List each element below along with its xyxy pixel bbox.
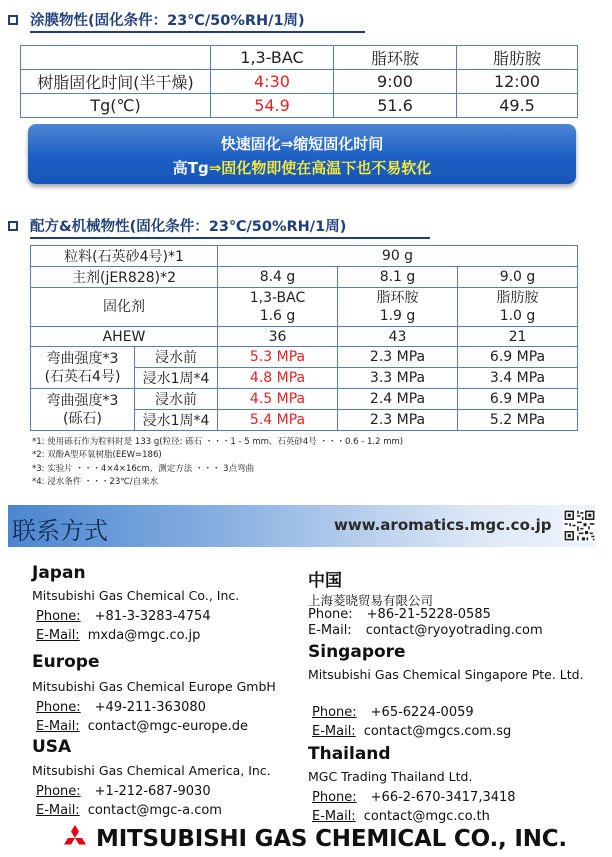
table1-cell: 49.5 xyxy=(457,94,578,118)
curing-agent-amount: 1.9 g xyxy=(379,308,416,324)
table1-header-empty xyxy=(21,46,211,70)
table1-cell: 54.9 xyxy=(211,94,334,118)
before-immersion-label: 浸水前 xyxy=(135,389,218,410)
banner-line2-suffix: ⇒固化物即使在高温下也不易软化 xyxy=(208,159,432,177)
email-address[interactable]: contact@mgcs.com.sg xyxy=(363,724,512,739)
highlight-banner xyxy=(28,124,576,184)
company-singapore: Mitsubishi Gas Chemical Singapore Pte. Ltd. xyxy=(308,667,584,682)
company-footer xyxy=(60,825,567,852)
phone-label: Phone: xyxy=(36,609,81,624)
region-thailand: Thailand xyxy=(308,744,391,764)
after-immersion-label: 浸水1周*4 xyxy=(135,410,218,431)
website-link[interactable]: www.aromatics.mgc.co.jp xyxy=(334,516,552,534)
phone-row-japan xyxy=(36,609,211,624)
phone-number[interactable]: +86-21-5228-0585 xyxy=(366,607,491,622)
after-immersion-label: 浸水1周*4 xyxy=(135,368,218,389)
formulation-table xyxy=(30,245,578,431)
phone-label: Phone: xyxy=(308,607,353,622)
flex-strength-quartz-label xyxy=(31,347,135,389)
cure-properties-table xyxy=(20,45,578,118)
email-label: E-Mail: xyxy=(312,809,356,824)
phone-number[interactable]: +66-2-670-3417,3418 xyxy=(370,790,516,805)
phone-number[interactable]: +65-6224-0059 xyxy=(370,705,474,720)
region-usa: USA xyxy=(32,737,72,757)
region-japan: Japan xyxy=(32,563,86,583)
flex-value: 5.4 MPa xyxy=(218,410,338,431)
ahew-label: AHEW xyxy=(31,327,218,347)
footnote: *2: 双酚A型环氧树脂(EEW=186) xyxy=(32,450,162,461)
section1-underline xyxy=(30,31,365,33)
flex-value: 6.9 MPa xyxy=(458,347,578,368)
main-agent-value: 8.1 g xyxy=(338,267,458,288)
curing-agent-name: 1,3-BAC xyxy=(249,290,306,306)
email-row-singapore xyxy=(312,724,511,739)
filler-label: 粒料(石英砂4号)*1 xyxy=(31,246,218,267)
table1-header: 脂肪胺 xyxy=(457,46,578,70)
table1-row-label: 树脂固化时间(半干燥) xyxy=(21,70,211,94)
email-row-usa xyxy=(36,803,222,818)
company-china: 上海菱晓贸易有限公司 xyxy=(308,593,434,608)
ahew-value: 36 xyxy=(218,327,338,347)
section2-heading xyxy=(8,215,346,236)
table1-header: 脂环胺 xyxy=(334,46,457,70)
ahew-value: 21 xyxy=(458,327,578,347)
phone-row-europe xyxy=(36,700,206,715)
banner-line2 xyxy=(28,157,576,178)
contact-title: 联系方式 xyxy=(12,517,108,545)
phone-row-thailand xyxy=(312,790,516,805)
flex-strength-sub: (砾石) xyxy=(63,410,102,427)
curing-agent-amount: 1.6 g xyxy=(259,308,296,324)
email-row-europe xyxy=(36,719,248,734)
curing-agent-name: 脂肪胺 xyxy=(496,290,539,306)
section1-title: 涂膜物性(固化条件：23℃/50%RH/1周) xyxy=(30,13,305,29)
region-singapore: Singapore xyxy=(308,642,406,662)
main-agent-label: 主剂(jER828)*2 xyxy=(31,267,218,288)
table1-cell: 12:00 xyxy=(457,70,578,94)
flex-strength-label: 弯曲强度*3 xyxy=(46,392,119,409)
email-address[interactable]: contact@mgc.co.th xyxy=(363,809,490,824)
company-europe: Mitsubishi Gas Chemical Europe GmbH xyxy=(32,679,276,694)
email-row-japan xyxy=(36,628,200,643)
footnote: *1: 使用砾石作为粒料时是 133 g(粒径: 砾石 ・・・1 - 5 mm、石英砂4号 ・・・0.6 - 1.2 mm) xyxy=(32,437,404,447)
phone-label: Phone: xyxy=(36,700,81,715)
flex-value: 4.8 MPa xyxy=(218,368,338,389)
section2-title: 配方&机械物性(固化条件：23℃/50%RH/1周) xyxy=(30,219,347,235)
phone-row-singapore xyxy=(312,705,474,720)
phone-label: Phone: xyxy=(312,790,357,805)
email-row-china xyxy=(308,623,543,638)
footnote: *3: 实验片 ・・・4×4×16cm、测定方法 ・・・ 3点弯曲 xyxy=(32,463,255,474)
table1-header: 1,3-BAC xyxy=(211,46,334,70)
flex-strength-label: 弯曲强度*3 xyxy=(46,350,119,367)
section1-heading xyxy=(8,9,305,30)
phone-label: Phone: xyxy=(36,784,81,799)
contact-bar xyxy=(8,505,596,547)
section2-underline xyxy=(30,237,430,239)
flex-value: 2.3 MPa xyxy=(338,347,458,368)
company-japan: Mitsubishi Gas Chemical Co., Inc. xyxy=(32,588,240,603)
region-china: 中国 xyxy=(308,571,342,591)
section-square-icon xyxy=(8,15,18,25)
email-label: E-Mail: xyxy=(36,803,80,818)
curing-agent-cell xyxy=(338,288,458,327)
phone-number[interactable]: +81-3-3283-4754 xyxy=(94,609,211,624)
email-label: E-Mail: xyxy=(312,724,356,739)
phone-label: Phone: xyxy=(312,705,357,720)
footnotes xyxy=(32,436,403,490)
flex-value: 6.9 MPa xyxy=(458,389,578,410)
ahew-value: 43 xyxy=(338,327,458,347)
curing-agent-name: 脂环胺 xyxy=(376,290,419,306)
phone-number[interactable]: +1-212-687-9030 xyxy=(94,784,211,799)
flex-value: 4.5 MPa xyxy=(218,389,338,410)
phone-row-china xyxy=(308,607,491,622)
filler-value: 90 g xyxy=(218,246,578,267)
email-address[interactable]: contact@mgc-europe.de xyxy=(87,719,248,734)
email-label: E-Mail: xyxy=(36,628,80,643)
curing-agent-label: 固化剂 xyxy=(31,288,218,327)
flex-value: 2.3 MPa xyxy=(338,410,458,431)
table1-cell: 4:30 xyxy=(211,70,334,94)
flex-value: 3.3 MPa xyxy=(338,368,458,389)
flex-value: 5.2 MPa xyxy=(458,410,578,431)
company-thailand: MGC Trading Thailand Ltd. xyxy=(308,769,473,784)
company-usa: Mitsubishi Gas Chemical America, Inc. xyxy=(32,763,271,778)
main-agent-value: 8.4 g xyxy=(218,267,338,288)
banner-line2-prefix: 高Tg xyxy=(172,159,209,177)
three-diamonds-logo-icon xyxy=(60,825,90,852)
email-address[interactable]: contact@mgc-a.com xyxy=(87,803,222,818)
flex-value: 2.4 MPa xyxy=(338,389,458,410)
curing-agent-cell xyxy=(458,288,578,327)
banner-line1: 快速固化⇒缩短固化时间 xyxy=(220,135,384,153)
email-address[interactable]: contact@ryoyotrading.com xyxy=(365,623,543,638)
region-europe: Europe xyxy=(32,652,100,672)
flex-value: 3.4 MPa xyxy=(458,368,578,389)
email-row-thailand xyxy=(312,809,490,824)
qr-code-icon xyxy=(563,509,596,542)
flex-strength-sub: (石英石4号) xyxy=(44,368,121,385)
before-immersion-label: 浸水前 xyxy=(135,347,218,368)
phone-row-usa xyxy=(36,784,211,799)
curing-agent-amount: 1.0 g xyxy=(499,308,536,324)
table1-row-label: Tg(℃) xyxy=(21,94,211,118)
email-label: E-Mail: xyxy=(36,719,80,734)
table1-cell: 51.6 xyxy=(334,94,457,118)
main-agent-value: 9.0 g xyxy=(458,267,578,288)
email-label: E-Mail: xyxy=(308,623,352,638)
flex-strength-gravel-label xyxy=(31,389,135,431)
company-name: MITSUBISHI GAS CHEMICAL CO., INC. xyxy=(96,825,567,852)
phone-number[interactable]: +49-211-363080 xyxy=(94,700,206,715)
footnote: *4: 浸水条件 ・・・23℃/自来水 xyxy=(32,477,159,488)
email-address[interactable]: mxda@mgc.co.jp xyxy=(87,628,201,643)
curing-agent-cell xyxy=(218,288,338,327)
table1-cell: 9:00 xyxy=(334,70,457,94)
section-square-icon xyxy=(8,221,18,231)
flex-value: 5.3 MPa xyxy=(218,347,338,368)
